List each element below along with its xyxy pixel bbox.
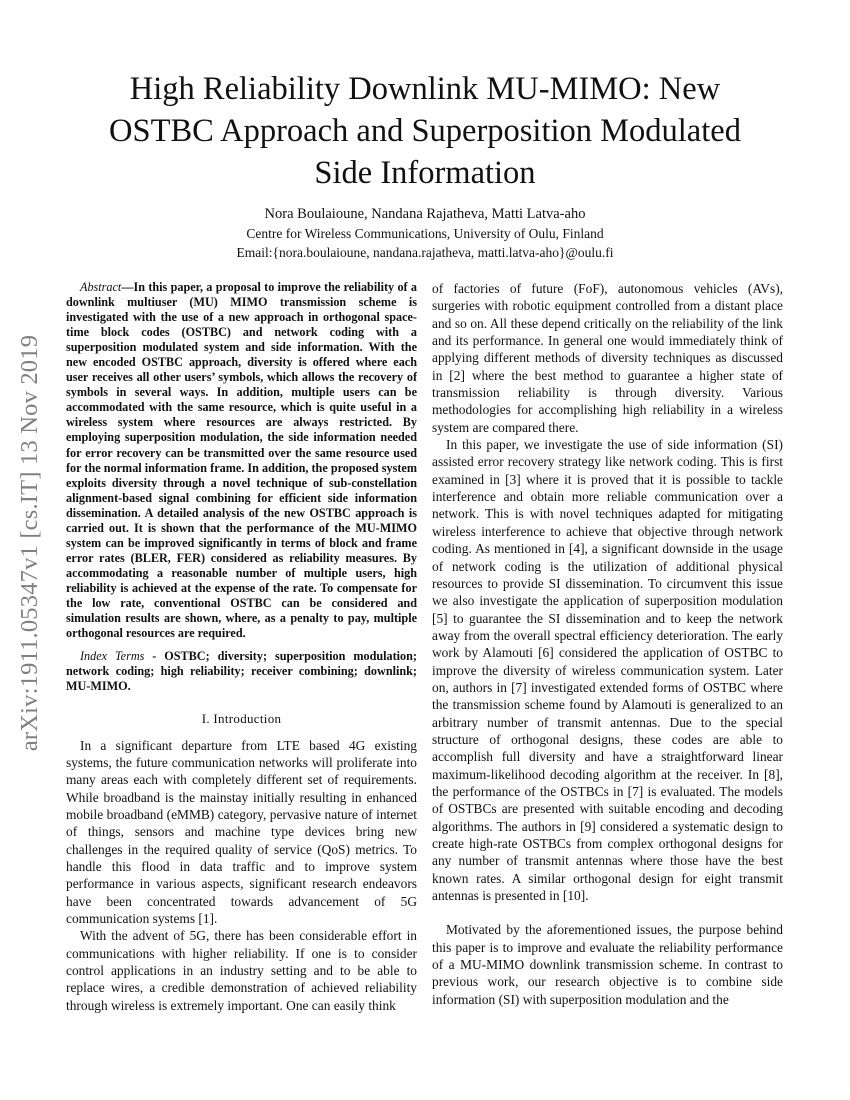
paragraph: In this paper, we investigate the use of side information (SI) assisted error recovery strategy like network coding. This is first examined in [3] where it is proved that it is possible to tackle interference and obtain more reliable communication over a network. This is with novel techniques adapted for mitigating wireless interference to achieve that objective through network coding. As mentioned in [4], a significant downside in the usage of network coding is the utilization of additional physical resources to provide SI dissemination. To circumvent this issue we also investigate the application of superposition modulation [5] to guarantee the SI dissemination and to keep the network away from the overall spectral efficiency deterioration. The early work by Alamouti [6] considered the application of OSTBC to improve the diversity of wireless communication system. Later on, authors in [7] investigated extended forms of OSTBC where the transmission scheme found by Alamouti is generalized to an arbitrary number of transmit antennas. Due to the special structure of orthogonal designs, these codes are able to accomplish full diversity and have a straightforward linear maximum-likelihood decoding algorithm at the receiver. In [8], the performance of the OSTBCs in [7] is evaluated. The models of OSTBCs are presented with suitable encoding and decoding algorithms. The authors in [9] considered a systematic design to create high-rate OSTBCs from complex orthogonal designs for any number of transmit antennas where those have the best known rates. A similar orthogonal design for eight transmit antennas is presented in [10]. <box>432 437 783 904</box>
author-names: Nora Boulaioune, Nandana Rajatheva, Matti Latva-aho <box>264 206 586 222</box>
index-terms <box>66 649 417 694</box>
author-affiliation: Centre for Wireless Communications, University of Oulu, Finland <box>246 226 604 241</box>
left-column <box>66 280 417 1014</box>
author-block <box>80 205 770 262</box>
paragraph: In a significant departure from LTE based 4G existing systems, the future communication networks will proliferate into many areas each with completely different set of requirements. While broadband is the mainstay initially resulting in enhanced mobile broadband (eMMB) category, pervasive nature of internet of things, sensors and machine type devices bring new challenges in the required quality of service (QoS) metrics. To handle this flood in data traffic and to improve system performance in various aspects, significant research endeavors have been concentrated towards advancement of 5G communication systems [1]. <box>66 737 417 927</box>
paper-title: High Reliability Downlink MU-MIMO: New OSTBC Approach and Superposition Modulated Side Information <box>109 71 741 191</box>
index-terms-label: Index Terms <box>80 649 145 664</box>
right-column <box>432 280 783 1008</box>
paragraph: With the advent of 5G, there has been considerable effort in communications with higher reliability. If one is to consider control applications in an industry setting and to be able to replace wires, a credible demonstration of achieved reliability through wireless is extremely important. One can easily think <box>66 928 417 1013</box>
section-heading-introduction <box>66 710 417 727</box>
index-terms-text: - OSTBC; diversity; superposition modulation; network coding; high reliability; receiver combining; downlink; MU-MIMO. <box>66 649 417 694</box>
arxiv-identifier-stamp <box>0 296 60 790</box>
abstract-label: Abstract <box>80 280 122 294</box>
section-heading-text: I. Introduction <box>201 711 282 727</box>
author-email: Email:{nora.boulaioune, nandana.rajatheva, matti.latva-aho}@oulu.fi <box>236 245 614 260</box>
paragraph: Motivated by the aforementioned issues, the purpose behind this paper is to improve and evaluate the reliability performance of a MU-MIMO downlink transmission scheme. In contrast to previous work, our research objective is to combine side information (SI) with superposition modulation and the <box>432 922 783 1007</box>
abstract-text: —In this paper, a proposal to improve the reliability of a downlink multiuser (MU) MIMO transmission scheme is investigated with the use of a new approach in orthogonal space-time block codes (OSTBC) and network coding with a superposition modulated system and side information. With the new encoded OSTBC approach, diversity is offered where each user receives all other users’ symbols, which allows the recovery of symbols in several ways. In addition, multiple users can be accommodated with the same resource, which is quite useful in a wireless system where resources are always restricted. By employing superposition modulation, the side information needed for error recovery can be transmitted over the same resource used for the normal information frame. In addition, the proposed system exploits diversity through a novel technique of sub-constellation alignment-based signal combining for efficient side information dissemination. A detailed analysis of the new OSTBC approach is carried out. It is shown that the performance of the MU-MIMO system can be improved significantly in terms of block and frame error rates (BLER, FER) considered as reliability measures. By accommodating a reasonable number of multiple users, high reliability is achieved at the expense of the rate. To compensate for the low rate, conventional OSTBC can be considered and simulation results are shown, where, as a penalty to pay, multiple orthogonal resources are required. <box>66 280 417 641</box>
paragraph: of factories of future (FoF), autonomous vehicles (AVs), surgeries with robotic equipment controlled from a distant place and so on. All these depend critically on the reliability of the link and its performance. In general one would immediately think of applying different methods of diversity techniques as discussed in [2] where the best method to guarantee a higher state of transmission reliability is through diversity. Various methodologies for accomplishing high reliability in a wireless system are compared there. <box>432 281 783 435</box>
abstract <box>66 280 417 641</box>
arxiv-stamp-text: arXiv:1911.05347v1 [cs.IT] 13 Nov 2019 <box>16 334 44 752</box>
